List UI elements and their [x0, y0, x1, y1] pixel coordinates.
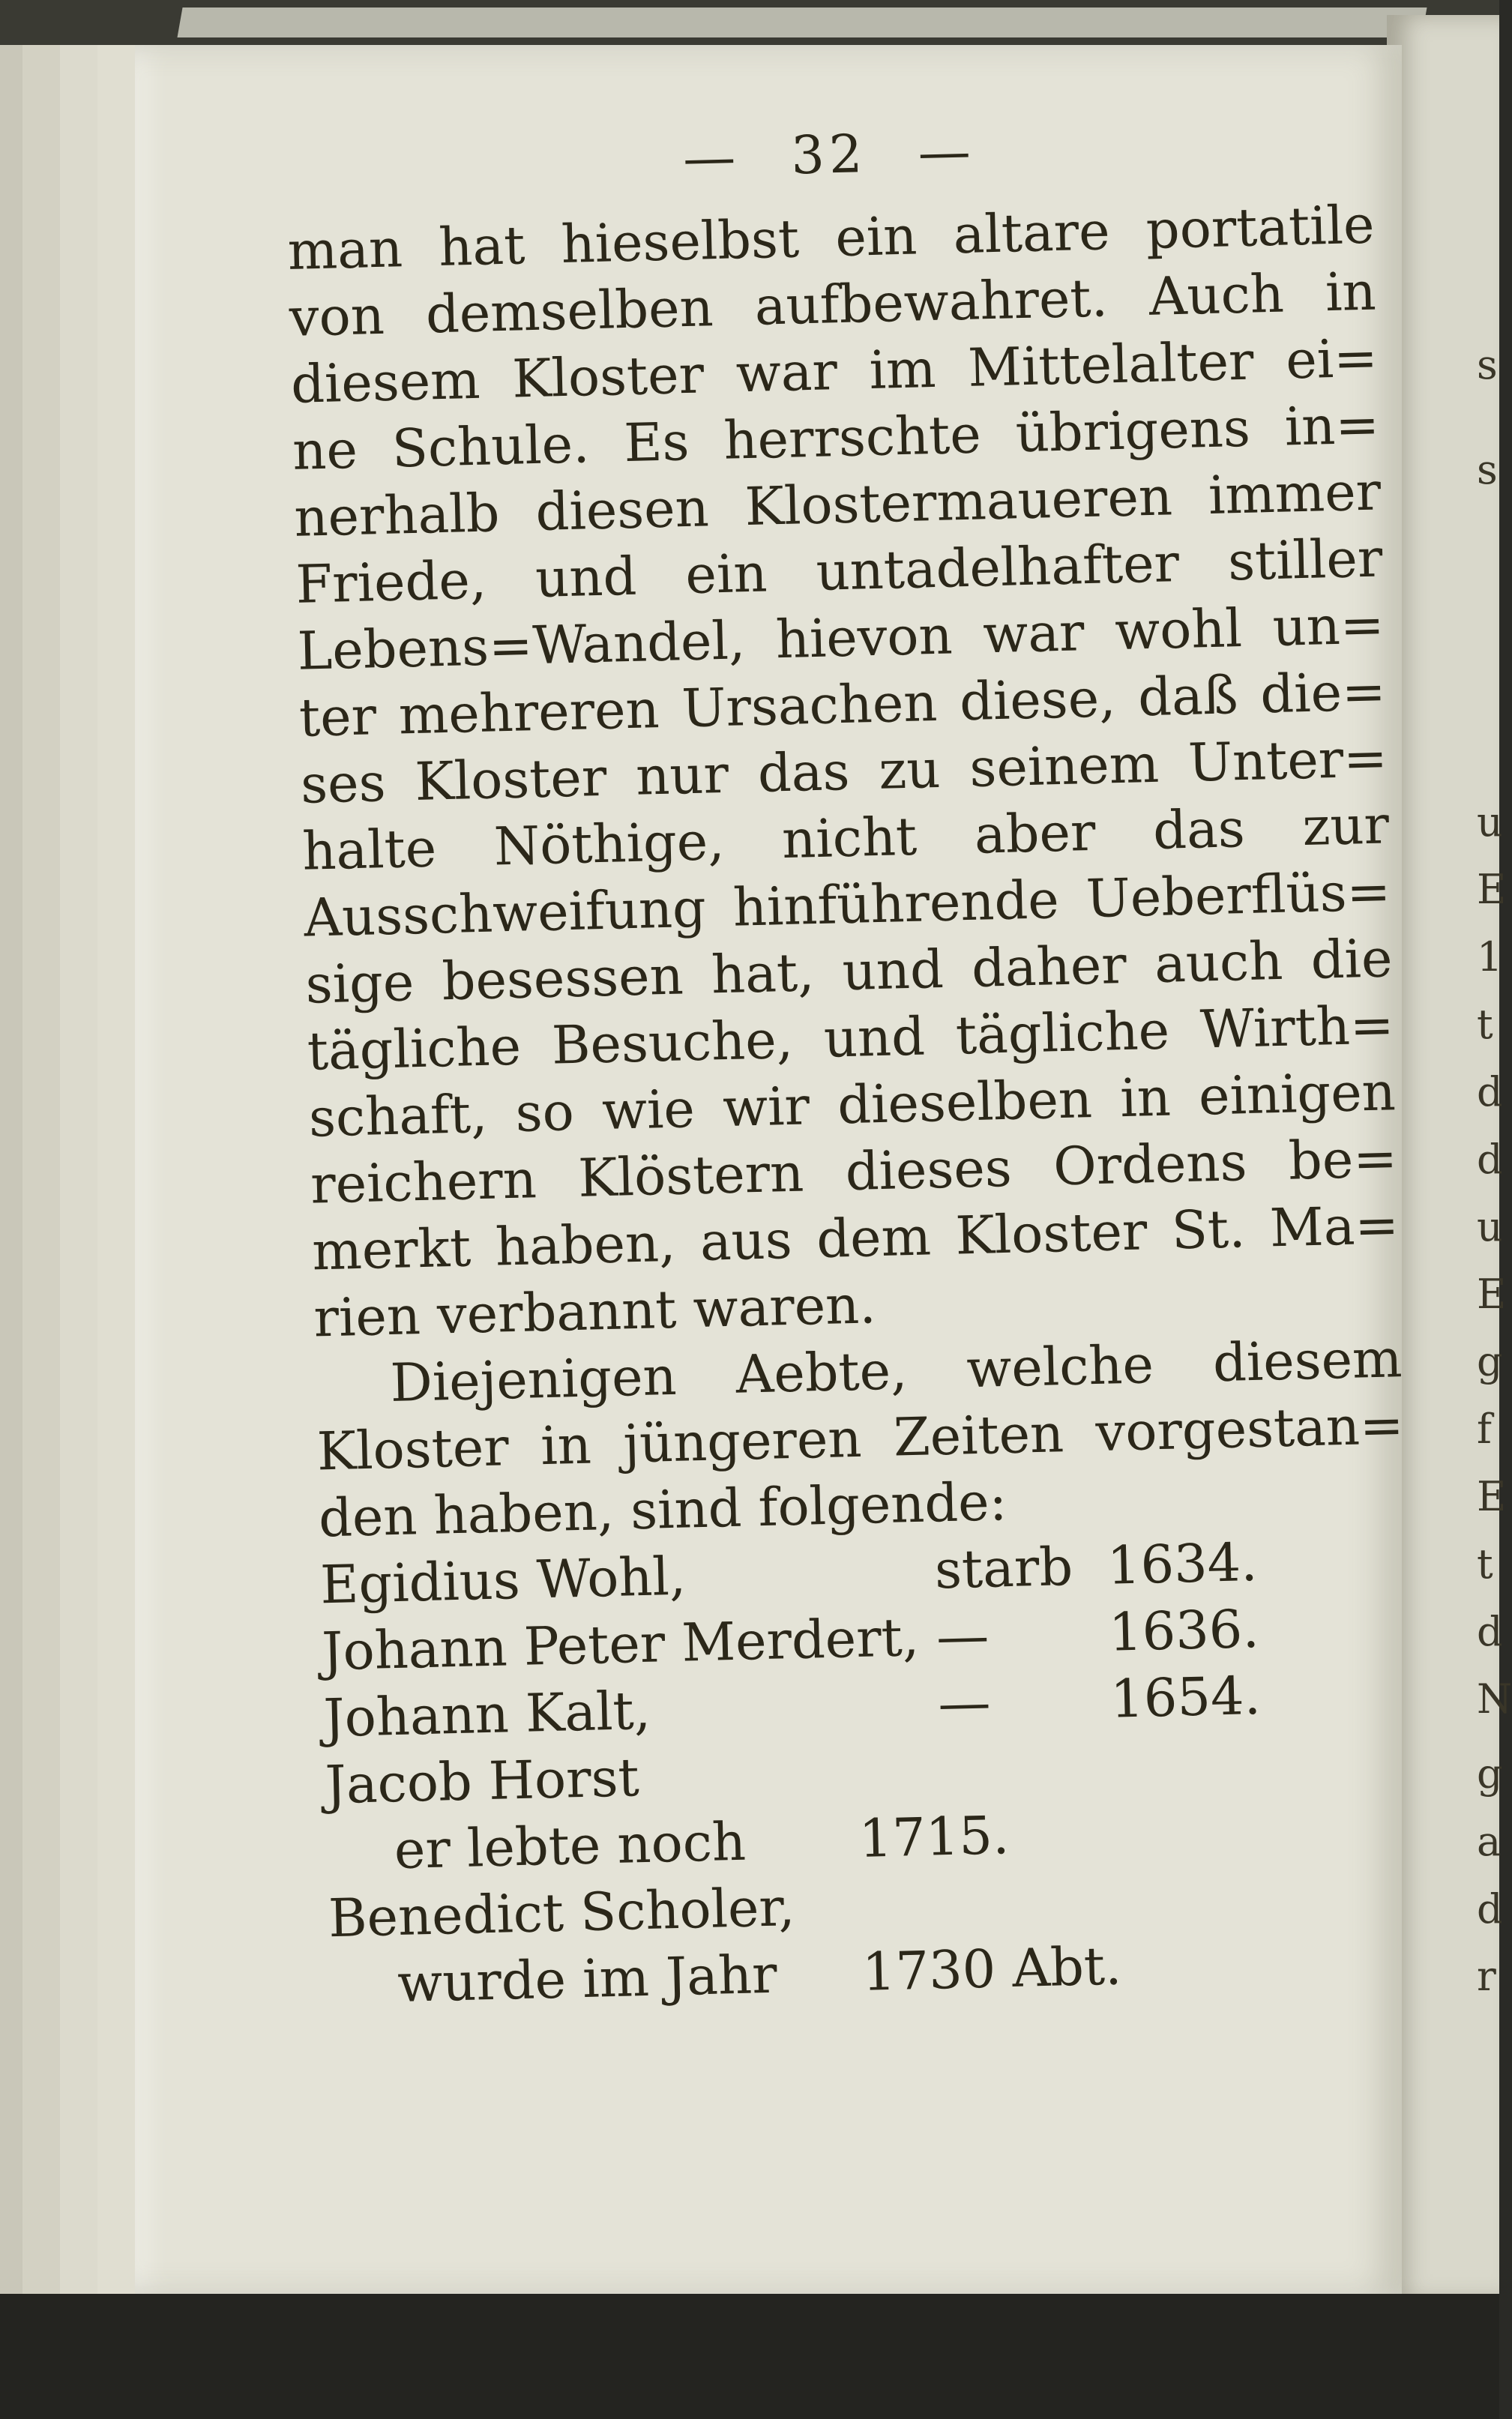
facing-letter: E [1477, 866, 1507, 913]
facing-letter: E [1477, 1271, 1507, 1318]
abbot-note: wurde im Jahr [397, 1943, 778, 2015]
text-line: Lebens=Wandel, hievon war wohl un= [296, 594, 1385, 682]
page-top-edge [177, 7, 1427, 37]
text-line: von demselben aufbewahret. Auch in [288, 260, 1377, 349]
text-line: Friede, und ein untadelhafter stiller [295, 527, 1384, 615]
text-line: schaft, so wie wir dieselben in einigen [308, 1061, 1397, 1149]
abbot-year: 1654. [1109, 1664, 1262, 1730]
abbot-name: Jacob Horst [324, 1747, 640, 1816]
abbot-year: 1715. [858, 1804, 1010, 1870]
facing-letter: d [1477, 1608, 1503, 1655]
abbot-name: Johann Peter Merdert, [321, 1606, 920, 1683]
text-line: reichern Klöstern dieses Ordens be= [310, 1127, 1398, 1216]
text-line: halte Nöthige, nicht aber das zur [301, 794, 1390, 882]
abbot-verb: starb [934, 1535, 1074, 1601]
facing-letter: N [1477, 1675, 1512, 1723]
abbot-note: er lebte noch [393, 1810, 747, 1882]
facing-letter: d [1477, 1885, 1503, 1933]
abbot-name: Benedict Scholer, [328, 1876, 796, 1950]
facing-letter: t [1477, 1540, 1493, 1588]
text-line: merkt haben, aus dem Kloster St. Ma= [311, 1194, 1400, 1283]
header-dash-left: — [682, 126, 741, 190]
text-line: ne Schule. Es herrschte übrigens in= [292, 394, 1380, 482]
facing-letter: t [1477, 1001, 1493, 1048]
text-line: ses Kloster nur das zu seinem Unter= [300, 727, 1388, 816]
page-text [285, 109, 1418, 2019]
text-line: Ausschweifung hinführende Ueberflüs= [303, 861, 1392, 949]
facing-letter: u [1477, 1203, 1503, 1250]
abbot-verb: — [937, 1671, 992, 1735]
text-line: sige besessen hat, und daher auch die [304, 927, 1394, 1016]
text-line: nerhalb diesen Klostermaueren immer [293, 460, 1382, 549]
facing-letter: 1 [1477, 933, 1503, 980]
page-number: 32 [790, 123, 868, 187]
text-line: rien verbannt waren. [313, 1274, 877, 1349]
facing-letter: f [1477, 1406, 1492, 1453]
facing-letter: s [1477, 341, 1498, 388]
facing-letter: d [1477, 1136, 1503, 1183]
text-line: diesem Kloster war im Mittelalter ei= [290, 327, 1379, 415]
abbot-year: 1634. [1106, 1531, 1259, 1597]
abbot-name: Johann Kalt, [322, 1679, 651, 1750]
paragraph-monastery [287, 192, 1402, 1352]
bottom-background [0, 2294, 1499, 2419]
text-line: Diejenigen Aebte, welche diesem [389, 1328, 1403, 1415]
text-line: Kloster in jüngeren Zeiten vorgestan= [316, 1394, 1405, 1483]
abbot-name: Egidius Wohl, [319, 1545, 687, 1616]
abbot-verb: — [936, 1604, 990, 1668]
header-dash-right: — [917, 120, 976, 184]
text-line: man hat hieselbst ein altare portatile [286, 193, 1376, 282]
facing-letter: g [1477, 1750, 1503, 1798]
abbot-list [319, 1525, 1418, 2019]
facing-letter: d [1477, 1068, 1503, 1115]
text-line: tägliche Besuche, und tägliche Wirth= [306, 994, 1395, 1082]
paragraph-abbots-intro [315, 1325, 1406, 1552]
facing-letter: s [1477, 446, 1498, 493]
abbot-year: 1730 Abt. [861, 1935, 1123, 2003]
facing-letter: u [1477, 798, 1503, 846]
facing-letter: r [1477, 1953, 1496, 2000]
facing-letter: g [1477, 1338, 1503, 1385]
text-line: ter mehreren Ursachen diese, daß die= [298, 660, 1387, 749]
abbot-year: 1636. [1108, 1597, 1260, 1663]
facing-letter: a [1477, 1818, 1502, 1865]
facing-letter: E [1477, 1473, 1507, 1520]
text-line: den haben, sind folgende: [318, 1471, 1008, 1549]
